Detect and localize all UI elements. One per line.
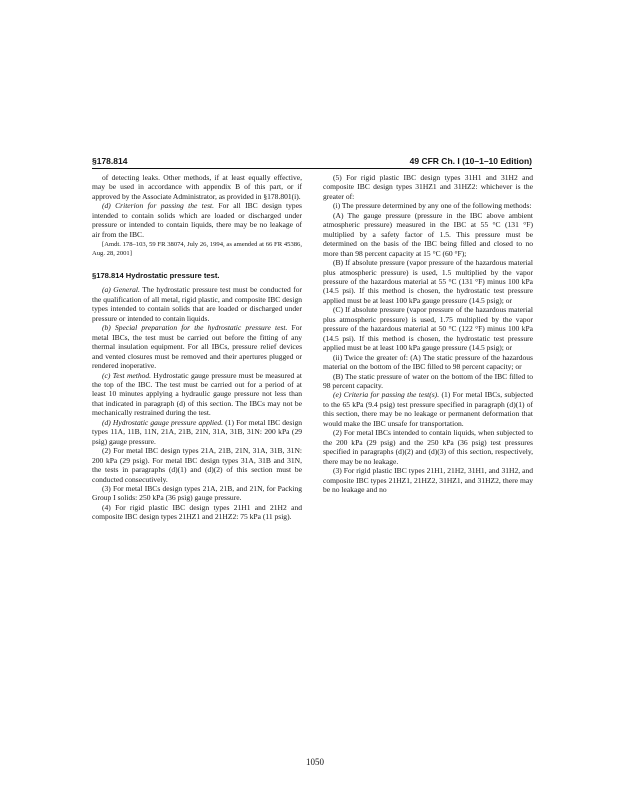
paragraph-text: Hydrostatic gauge pressure must be measured at the top of the IBC. The test must be carried out for a period of at least 10 minutes applying a hydraulic gauge pressure not less than that indicated in paragraph (d) of this section. The IBCs may not be mechanically restrained during the test. [92, 370, 303, 418]
paragraph-heading: (d) Criterion for passing the test. [102, 201, 215, 211]
paragraph-heading: (d) Hydrostatic gauge pressure applied. [102, 417, 224, 427]
paragraph [323, 390, 533, 428]
left-column [92, 173, 302, 522]
paragraph-heading: (a) General. [102, 285, 140, 295]
paragraph: (5) For rigid plastic IBC design types 31H1 and 31H2 and composite IBC design types 31HZ1 and 31HZ2: whichever is the greater of: [323, 173, 533, 201]
paragraph: (2) For metal IBC design types 21A, 21B, 21N, 31A, 31B, 31N: 200 kPa (29 psig). For metal IBC design types 31A, 31B and 31N, the tests in paragraphs (d)(1) and (d)(2) of this section must be conducted consecutively. [92, 446, 302, 484]
paragraph: of detecting leaks. Other methods, if at least equally effective, may be used in accordance with appendix B of this part, or if approved by the Associate Administrator, as provided in §178.801(i). [92, 173, 302, 201]
paragraph: (B) If absolute pressure (vapor pressure of the hazardous material plus atmospheric pressure) is used, 1.5 multiplied by the vapor pressure of the hazardous material at 55 °C (131 °F) minus 100 kPa (14.5 psi). If this method is chosen, the hydrostatic test pressure applied must be at least 100 kPa gauge pressure (14.5 psig); or [323, 258, 533, 305]
paragraph: (3) For metal IBCs design types 21A, 21B, and 21N, for Packing Group I solids: 250 kPa (36 psig) gauge pressure. [92, 483, 302, 503]
paragraph [92, 418, 302, 446]
paragraph-text: For metal IBCs, the test must be carried out before the fitting of any thermal insulation equipment. For all IBCs, pressure relief devices and vented closures must be removed and their apertures plugged or rendered inoperative. [92, 323, 302, 371]
paragraph: (i) The pressure determined by any one of the following methods: [333, 201, 532, 211]
paragraph [92, 201, 302, 239]
paragraph: (C) If absolute pressure (vapor pressure of the hazardous material plus atmospheric pressure) is used, 1.75 multiplied by the vapor pressure of the hazardous material at 50 °C (122 °F) minus 100 kPa (14.5 psi). If this method is chosen, the hydrostatic test pressure applied must be at least 100 kPa gauge pressure (14.5 psig); or [323, 305, 533, 353]
amendment-citation: [Amdt. 178–103, 59 FR 38074, July 26, 1994, as amended at 66 FR 45386, Aug. 28, 2001] [92, 241, 302, 257]
page-number: 1050 [306, 757, 324, 767]
paragraph-heading: (c) Test method. [102, 370, 152, 380]
paragraph: (4) For rigid plastic IBC design types 21H1 and 21H2 and composite IBC design types 21HZ1 and 21HZ2: 75 kPa (11 psig). [92, 502, 302, 522]
paragraph: (3) For rigid plastic IBC types 21H1, 21H2, 31H1, and 31H2, and composite IBC types 21HZ1, 21HZ2, 31HZ1, and 31HZ2, there may be no leakage and no [323, 466, 533, 494]
paragraph-text: (1) For metal IBC design types 11A, 11B, 11N, 21A, 21B, 21N, 31A, 31B, 31N: 200 kPa (29 psig) gauge pressure. [92, 417, 302, 446]
right-column [323, 173, 533, 494]
paragraph-text: (1) For metal IBCs, subjected to the 65 kPa (9.4 psig) test pressure specified in paragraph (d)(1) of this section, there may be no leakage or permanent deformation that would make the IBC unsafe for transportation. [323, 390, 533, 428]
paragraph [92, 323, 302, 370]
paragraph: (B) The static pressure of water on the bottom of the IBC filled to 98 percent capacity. [323, 371, 533, 390]
header-section-number: §178.814 [92, 156, 128, 166]
section-title: §178.814 Hydrostatic pressure test. [92, 270, 220, 280]
paragraph: (2) For metal IBCs intended to contain liquids, when subjected to the 200 kPa (29 psig) and the 250 kPa (36 psig) test pressures specified in paragraphs (d)(2) and (d)(3) of this section, respectively, there may be no leakage. [323, 428, 533, 466]
paragraph [92, 371, 302, 418]
paragraph: (ii) Twice the greater of: (A) The static pressure of the hazardous material on the bottom of the IBC filled to 98 percent capacity; or [323, 352, 533, 372]
paragraph-text: For all IBC design types intended to contain solids which are loaded or discharged under pressure or intended to contain liquids, there may be no leakage of air from the IBC. [92, 201, 302, 239]
paragraph-heading: (b) Special preparation for the hydrostatic pressure test. [102, 323, 288, 333]
paragraph [92, 285, 302, 323]
paragraph-heading: (e) Criteria for passing the test(s). [333, 390, 440, 400]
header-title: 49 CFR Ch. I (10–1–10 Edition) [409, 156, 532, 166]
paragraph: (A) The gauge pressure (pressure in the IBC above ambient atmospheric pressure) measured in the IBC at 55 °C (131 °F) multiplied by a safety factor of 1.5. This pressure must be determined on the basis of the IBC being filled and closed to no more than 98 percent capacity at 15 °C (60 °F); [323, 210, 533, 258]
page-header [92, 156, 532, 169]
paragraph-text: The hydrostatic pressure test must be conducted for the qualification of all metal, rigid plastic, and composite IBC design types intended to contain solids that are loaded or discharged under pressure or intended to contain liquids. [92, 285, 302, 323]
